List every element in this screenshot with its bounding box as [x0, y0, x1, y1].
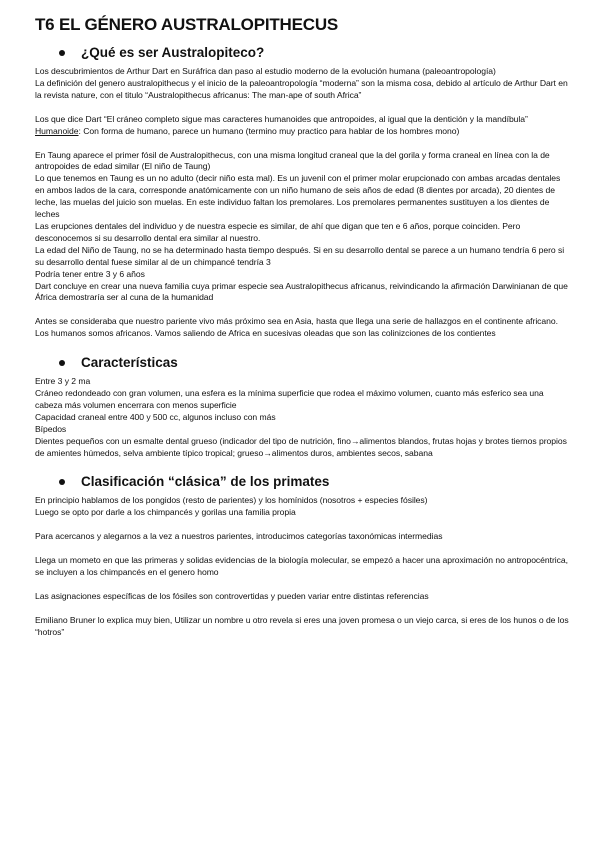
paragraph: Dart concluye en crear una nueva familia cuya primar especie sea Australopithecus africanus, reivindicando la afirmación Darwinianan de que África demostraría ser al cuna de la humanidad [35, 280, 568, 303]
paragraph: Los que dice Dart “El cráneo completo sigue mas caracteres humanoides que antropoides, al igual que la dentición y la mandíbula” [35, 113, 528, 124]
defined-term: Humanoide [35, 125, 79, 136]
paragraph: Bípedos [35, 423, 67, 434]
document-title: T6 EL GÉNERO AUSTRALOPITHECUS [35, 15, 339, 34]
paragraph: Luego se opto por darle a los chimpancés y gorilas una familia propia [35, 507, 296, 518]
blank-line [35, 102, 570, 114]
paragraph: Los descubrimientos de Arthur Dart en Suráfrica dan paso al estudio moderno de la evolución humana (paleoantropología) [35, 66, 496, 76]
section-heading-label: ¿Qué es ser Australopiteco? [81, 45, 265, 60]
paragraph: Las erupciones dentales del individuo y de nuestra especie es similar, de ahí que digan que ten e 6 años, porque coinciden. Pero desconocemos si su desarrollo dental era similar al nuestro. [35, 220, 521, 243]
blank-line [35, 579, 570, 591]
blank-line [35, 603, 570, 615]
paragraph: Emiliano Bruner lo explica muy bien, Utilizar un nombre u otro revela si eres una joven promesa o un viejo carca, si eres de los hunos o de los “hotros” [35, 614, 569, 637]
paragraph: La definición del genero australopithecus y el inicio de la paleoantropología “moderna” son la misma cosa, debido al artículo de Arthur Dart en la revista nature, con el titulo “Australopithecus africanus: The man-ape of south Africa” [35, 77, 568, 100]
section-heading-label: Clasificación “clásica” de los primates [81, 474, 330, 490]
blank-line [35, 543, 570, 555]
bullet-icon [59, 50, 65, 56]
blank-line [35, 519, 570, 531]
paragraph: Entre 3 y 2 ma [35, 376, 91, 387]
bullet-icon [59, 479, 65, 485]
section-heading-clasificacion [59, 473, 570, 491]
paragraph: En Taung aparece el primer fósil de Australopithecus, con una misma longitud craneal que la del gorila y forma craneal en línea con la de antropoides de edad similar (El niño de Taung) [35, 149, 550, 172]
section-heading-caracteristicas [59, 354, 570, 372]
section-heading-que-es [59, 44, 570, 62]
paragraph: Podría tener entre 3 y 6 años [35, 268, 145, 279]
paragraph: Las asignaciones específicas de los fósiles son controvertidas y pueden variar entre distintas referencias [35, 591, 429, 601]
bullet-icon [59, 360, 65, 366]
paragraph: Para acercanos y alegarnos a la vez a nuestros parientes, introducimos categorías taxonómicas intermedias [35, 531, 443, 542]
section-heading-label: Características [81, 355, 178, 371]
paragraph: Dientes pequeños con un esmalte dental grueso (indicador del tipo de nutrición, fino→alimentos blandos, frutas hojas y brotes tiernos propios de amientes húmedos, selva ambiente típico tropical; grueso→alimentos duros, ambientes secos, sabana [35, 435, 567, 458]
paragraph: La edad del Niño de Taung, no se ha determinado hasta tiempo después. Si en su desarrollo dental se parece a un humano tendría 6 pero si su desarrollo dental fuese similar al de un chimpancé tendría 3 [35, 244, 565, 267]
paragraph: Lo que tenemos en Taung es un no adulto (decir niño esta mal). Es un juvenil con el primer molar erupcionado con ambas arcadas dentales en ambos lados de la cara, corresponde anatómicamente con un niño humano de seis años de edad (8 dientes por arcada), 20 dientes de leche, las muelas del juicio son muelas. En este individuo faltan los premolares. Los premolares permanentes sustituyen a los dientes de leches [35, 173, 561, 220]
paragraph: Capacidad craneal entre 400 y 500 cc, algunos incluso con más [35, 411, 276, 422]
definition-text: : Con forma de humano, parece un humano (termino muy practico para hablar de los hombres mono) [78, 125, 460, 136]
document-page [35, 14, 570, 639]
paragraph: Llega un mometo en que las primeras y solidas evidencias de la biología molecular, se empezó a hacer una aproximación no antropocéntrica, se incluyen a los chimpancés en el genero homo [35, 555, 568, 578]
blank-line [35, 138, 570, 150]
paragraph: Antes se consideraba que nuestro pariente vivo más próximo sea en Asia, hasta que llega una serie de hallazgos en el continente africano. Los humanos somos africanos. Vamos saliendo de Africa en sucesivas oleadas que son las colinizciones de los contientes [35, 316, 558, 339]
blank-line [35, 304, 570, 316]
paragraph: En principio hablamos de los pongidos (resto de parientes) y los homínidos (nosotros + especies fósiles) [35, 495, 428, 506]
paragraph: Cráneo redondeado con gran volumen, una esfera es la mínima superficie que rodea el máximo volumen, cuanto más esferico sea una cabeza más volumen encerrara con menos superficie [35, 388, 544, 410]
paragraph-definition [35, 126, 570, 138]
